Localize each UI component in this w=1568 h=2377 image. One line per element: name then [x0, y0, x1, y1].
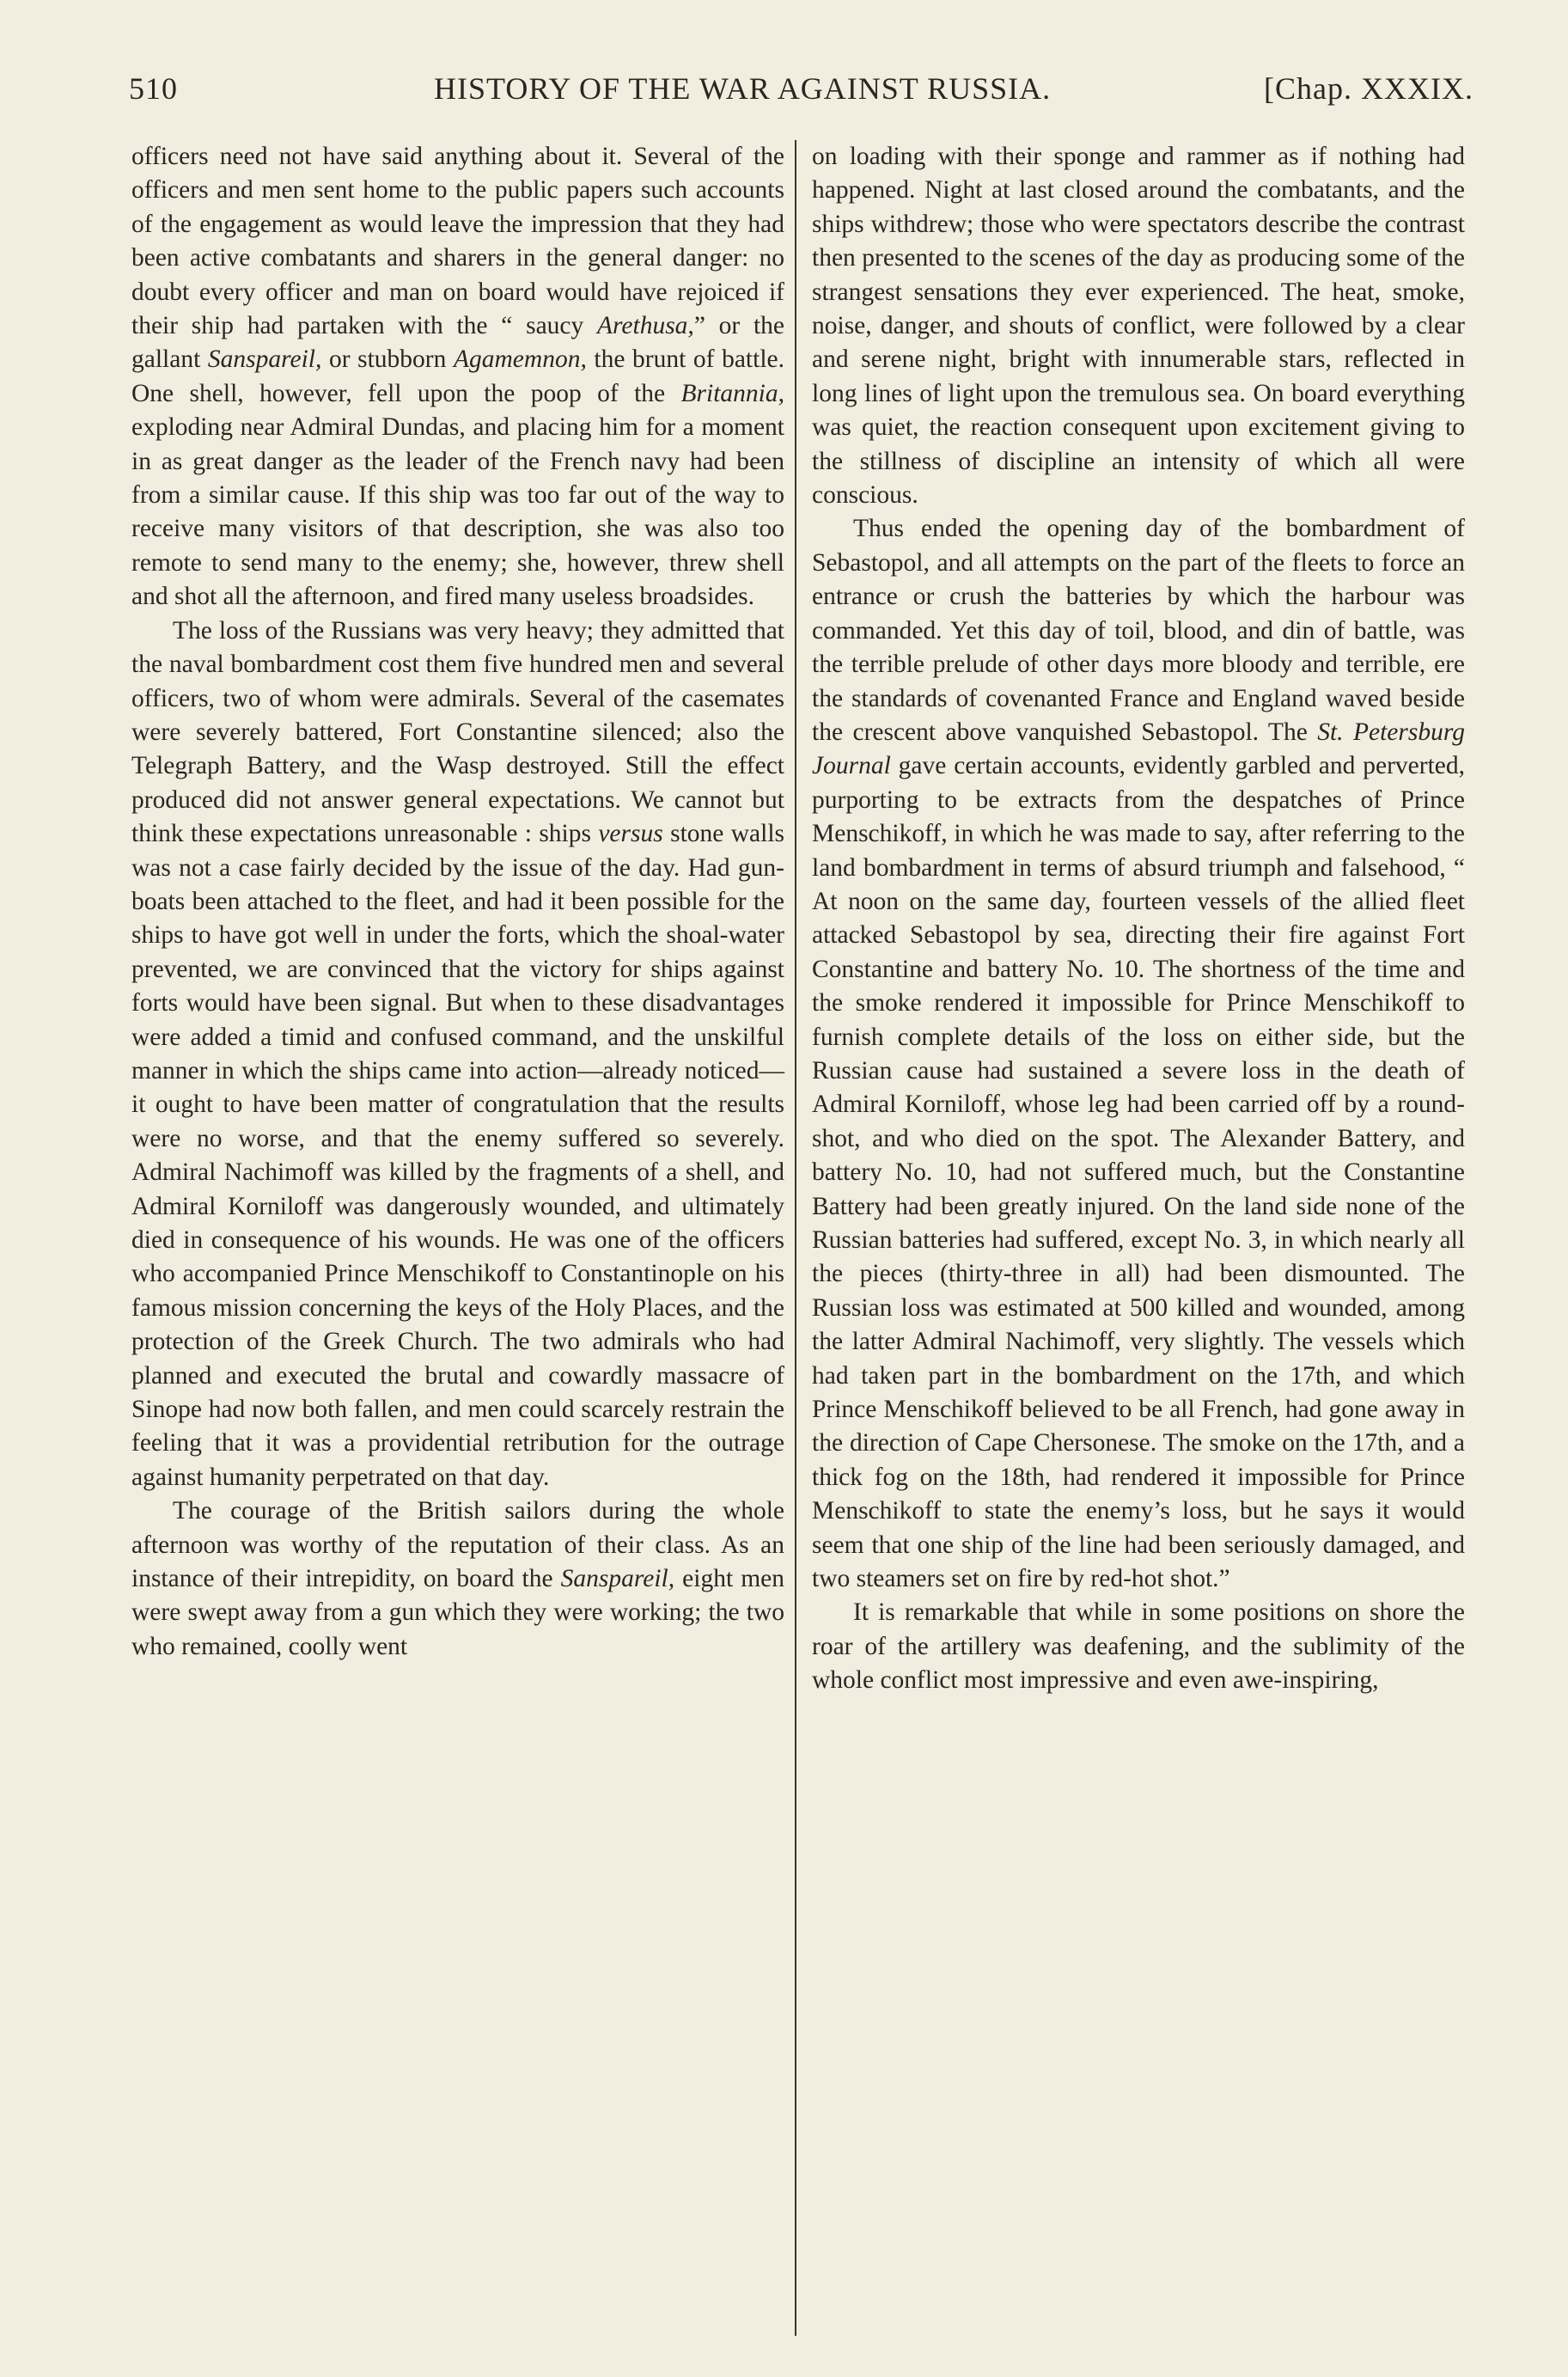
- paragraph: Thus ended the opening day of the bombardment of Sebastopol, and all attempts on the part of the fleets to force an entrance or crush the batteries by which the harbour was commanded. Yet this day of toil, blood, and din of battle, was the terrible prelude of other days more bloody and terrible, ere the standards of covenanted France and England waved beside the crescent above vanquished Sebastopol. The St. Petersburg Journal gave certain accounts, evidently garbled and perverted, purporting to be extracts from the despatches of Prince Menschikoff, in which he was made to say, after referring to the land bombardment in terms of absurd triumph and falsehood, “ At noon on the same day, fourteen vessels of the allied fleet attacked Sebastopol by sea, directing their fire against Fort Constantine and battery No. 10. The shortness of the time and the smoke rendered it impossible for Prince Menschikoff to furnish complete details of the loss on either side, but the Russian cause had sustained a severe loss in the death of Admiral Korniloff, whose leg had been carried off by a round-shot, and who died on the spot. The Alexander Battery, and battery No. 10, had not suffered much, but the Constantine Battery had been greatly injured. On the land side none of the Russian batteries had suffered, except No. 3, in which nearly all the pieces (thirty-three in all) had been dismounted. The Russian loss was estimated at 500 killed and wounded, among the latter Admiral Nachimoff, very slightly. The vessels which had taken part in the bombardment on the 17th, and which Prince Menschikoff believed to be all French, had gone away in the direction of Cape Chersonese. The smoke on the 17th, and a thick fog on the 18th, had rendered it impossible for Prince Menschikoff to state the enemy’s loss, but he says it would seem that one ship of the line had been seriously damaged, and two steamers set on fire by red-hot shot.”: [812, 515, 1465, 1593]
- paragraph: The loss of the Russians was very heavy; they admitted that the naval bombardment cost them five hundred men and several officers, two of whom were admirals. Several of the casemates were severely battered, Fort Constantine silenced; also the Telegraph Battery, and the Wasp destroyed. Still the effect produced did not answer general expectations. We cannot but think these expectations unreasonable : ships versus stone walls was not a case fairly decided by the issue of the day. Had gun-boats been attached to the fleet, and had it been possible for the ships to have got well in under the forts, which the shoal-water prevented, we are convinced that the victory for ships against forts would have been signal. But when to these disadvantages were added a timid and confused command, and the unskilful manner in which the ships came into action—already noticed—it ought to have been matter of congratulation that the results were no worse, and that the enemy suffered so severely. Admiral Nachimoff was killed by the fragments of a shell, and Admiral Korniloff was dangerously wounded, and ultimately died in consequence of his wounds. He was one of the officers who accompanied Prince Menschikoff to Constantinople on his famous mission concerning the keys of the Holy Places, and the protection of the Greek Church. The two admirals who had planned and executed the brutal and cowardly massacre of Sinope had now both fallen, and men could scarcely restrain the feeling that it was a providential retribution for the outrage against humanity perpetrated on that day.: [131, 616, 784, 1491]
- left-column: [131, 140, 784, 1664]
- running-header: [129, 70, 1473, 113]
- page-number: 510: [129, 71, 178, 106]
- paragraph: officers need not have said anything about it. Several of the officers and men sent home to the public papers such accounts of the engagement as would leave the impression that they had been active combatants and sharers in the general danger: no doubt every officer and man on board would have rejoiced if their ship had partaken with the “ saucy Arethusa,” or the gallant Sanspareil, or stubborn Agamemnon, the brunt of battle. One shell, however, fell upon the poop of the Britannia, exploding near Admiral Dundas, and placing him for a moment in as great danger as the leader of the French navy had been from a similar cause. If this ship was too far out of the way to receive many visitors of that description, she was also too remote to send many to the enemy; she, however, threw shell and shot all the afternoon, and fired many useless broadsides.: [131, 143, 784, 611]
- paragraph: It is remarkable that while in some positions on shore the roar of the artillery was deafening, and the sublimity of the whole conflict most impressive and even awe-inspiring,: [812, 1598, 1465, 1695]
- right-column: [812, 140, 1465, 1698]
- paragraph: The courage of the British sailors during the whole afternoon was worthy of the reputation of their class. As an instance of their intrepidity, on board the Sanspareil, eight men were swept away from a gun which they were working; the two who remained, coolly went: [131, 1497, 784, 1660]
- paragraph: on loading with their sponge and rammer as if nothing had happened. Night at last closed around the combatants, and the ships withdrew; those who were spectators describe the contrast then presented to the scenes of the day as producing some of the strangest sensations they ever experienced. The heat, smoke, noise, danger, and shouts of conflict, were followed by a clear and serene night, bright with innumerable stars, reflected in long lines of light upon the tremulous sea. On board everything was quiet, the reaction consequent upon excitement giving to the stillness of discipline an intensity of which all were conscious.: [812, 143, 1465, 510]
- running-title: HISTORY OF THE WAR AGAINST RUSSIA.: [434, 71, 1052, 106]
- chapter-label: [Chap. XXXIX.: [1264, 71, 1473, 106]
- column-divider: [795, 140, 796, 2336]
